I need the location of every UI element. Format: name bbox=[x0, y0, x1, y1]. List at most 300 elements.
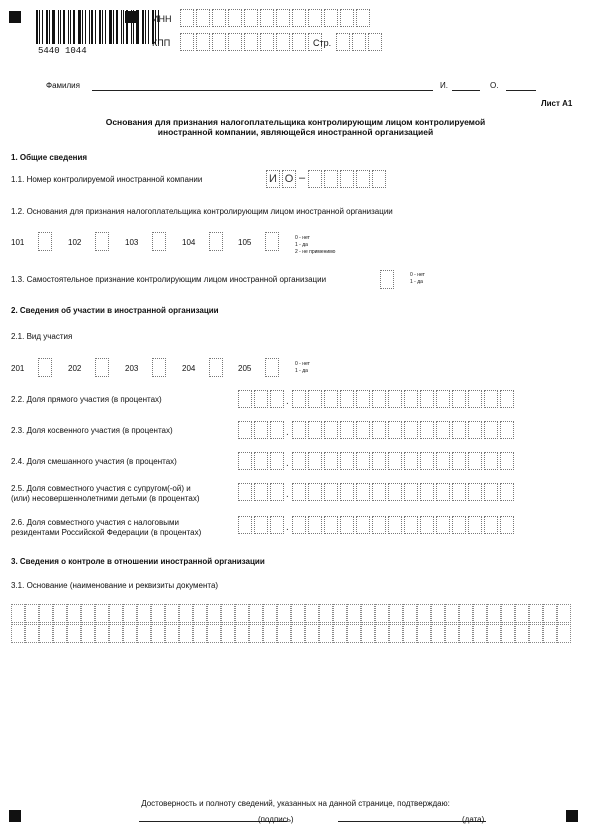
direct-share-frac-field-cell[interactable] bbox=[420, 390, 434, 408]
confirm-text: Достоверность и полноту сведений, указанных на данной странице, подтверждаю: bbox=[141, 799, 450, 808]
direct-share-int-field-cell[interactable] bbox=[238, 390, 252, 408]
page-number-field[interactable] bbox=[336, 33, 384, 51]
basis-document-cell[interactable] bbox=[515, 624, 529, 643]
kpp-label: КПП bbox=[152, 38, 171, 48]
barcode-bar bbox=[126, 10, 128, 44]
basis-document-cell[interactable] bbox=[193, 604, 207, 623]
basis-document-cell[interactable] bbox=[207, 604, 221, 623]
spouse-share-int-field-cell[interactable] bbox=[270, 483, 284, 501]
basis-document-cell[interactable] bbox=[403, 624, 417, 643]
barcode-bar bbox=[116, 10, 118, 44]
barcode-bar bbox=[70, 10, 71, 44]
basis-document-cell[interactable] bbox=[361, 604, 375, 623]
spouse-share-frac-field-cell[interactable] bbox=[420, 483, 434, 501]
code-102-field-cell[interactable] bbox=[95, 232, 109, 251]
basis-document-cell[interactable] bbox=[501, 604, 515, 623]
page-number-field-cell[interactable] bbox=[352, 33, 366, 51]
indirect-share-frac-field-cell[interactable] bbox=[340, 421, 354, 439]
basis-document-cell[interactable] bbox=[81, 604, 95, 623]
residents-share-frac-field-cell[interactable] bbox=[484, 516, 498, 534]
basis-document-cell[interactable] bbox=[375, 604, 389, 623]
inn-field-cell[interactable] bbox=[212, 9, 226, 27]
code-203-field-cell[interactable] bbox=[152, 358, 166, 377]
inn-field-cell[interactable] bbox=[308, 9, 322, 27]
direct-share-frac-field-cell[interactable] bbox=[436, 390, 450, 408]
mixed-share-frac-field-cell[interactable] bbox=[404, 452, 418, 470]
residents-share-frac-field-cell[interactable] bbox=[340, 516, 354, 534]
basis-document-cell[interactable] bbox=[151, 604, 165, 623]
basis-document-cell[interactable] bbox=[291, 624, 305, 643]
basis-document-cell[interactable] bbox=[319, 604, 333, 623]
surname-label: Фамилия bbox=[46, 81, 80, 90]
indirect-share-frac-field-cell[interactable] bbox=[420, 421, 434, 439]
mixed-share-frac-field-cell[interactable] bbox=[356, 452, 370, 470]
self-recognition-field-cell[interactable] bbox=[380, 270, 394, 289]
basis-document-cell[interactable] bbox=[403, 604, 417, 623]
barcode-graphic bbox=[36, 10, 162, 44]
code-101-field[interactable] bbox=[38, 232, 54, 251]
code-104-field-cell[interactable] bbox=[209, 232, 223, 251]
spouse-share-frac-field-cell[interactable] bbox=[340, 483, 354, 501]
basis-document-cell[interactable] bbox=[529, 624, 543, 643]
corner-marker-bottom-left bbox=[9, 810, 21, 822]
mixed-share-frac-field-cell[interactable] bbox=[436, 452, 450, 470]
kpp-field-cell[interactable] bbox=[276, 33, 290, 51]
self-recognition-field[interactable] bbox=[380, 270, 396, 289]
basis-document-cell[interactable] bbox=[501, 624, 515, 643]
basis-document-cell[interactable] bbox=[375, 624, 389, 643]
barcode-bar bbox=[78, 10, 81, 44]
inn-field-cell[interactable] bbox=[356, 9, 370, 27]
item-1-3-label: 1.3. Самостоятельное признание контролирующим лицом иностранной организации bbox=[11, 275, 327, 284]
mixed-share-frac-field-cell[interactable] bbox=[324, 452, 338, 470]
residents-share-decimal-point: . bbox=[286, 522, 289, 533]
spouse-share-frac-field-cell[interactable] bbox=[436, 483, 450, 501]
barcode-bar bbox=[91, 10, 93, 44]
residents-share-frac-field-cell[interactable] bbox=[500, 516, 514, 534]
barcode-bar bbox=[113, 10, 114, 44]
basis-document-grid[interactable] bbox=[11, 604, 571, 643]
code-203-field[interactable] bbox=[152, 358, 168, 377]
basis-document-cell[interactable] bbox=[389, 624, 403, 643]
spouse-share-frac-field[interactable] bbox=[292, 483, 516, 501]
legend-2-1-yes: 1 - да bbox=[295, 368, 308, 374]
basis-document-cell[interactable] bbox=[235, 624, 249, 643]
basis-document-cell[interactable] bbox=[291, 604, 305, 623]
company-number-prefix bbox=[266, 170, 298, 188]
barcode-number: 5440 1044 bbox=[38, 46, 87, 56]
mixed-share-frac-field-cell[interactable] bbox=[388, 452, 402, 470]
spouse-share-frac-field-cell[interactable] bbox=[484, 483, 498, 501]
direct-share-frac-field-cell[interactable] bbox=[452, 390, 466, 408]
barcode-bar bbox=[123, 10, 124, 44]
basis-document-cell[interactable] bbox=[221, 604, 235, 623]
basis-document-cell[interactable] bbox=[179, 624, 193, 643]
residents-share-frac-field-cell[interactable] bbox=[292, 516, 306, 534]
inn-label: ИНН bbox=[152, 14, 172, 24]
residents-share-frac-field-cell[interactable] bbox=[356, 516, 370, 534]
basis-document-cell[interactable] bbox=[487, 604, 501, 623]
code-201-field-cell[interactable] bbox=[38, 358, 52, 377]
direct-share-frac-field-cell[interactable] bbox=[484, 390, 498, 408]
spouse-share-int-field-cell[interactable] bbox=[254, 483, 268, 501]
spouse-share-frac-field-cell[interactable] bbox=[292, 483, 306, 501]
basis-document-cell[interactable] bbox=[81, 624, 95, 643]
basis-document-cell[interactable] bbox=[25, 624, 39, 643]
item-2-5-label-line2: (или) несовершеннолетними детьми (в процентах) bbox=[11, 494, 200, 503]
basis-document-cell[interactable] bbox=[11, 604, 25, 623]
basis-document-cell[interactable] bbox=[67, 604, 81, 623]
direct-share-int-field-cell[interactable] bbox=[270, 390, 284, 408]
mixed-share-frac-field-cell[interactable] bbox=[468, 452, 482, 470]
code-201-field[interactable] bbox=[38, 358, 54, 377]
code-103-field-cell[interactable] bbox=[152, 232, 166, 251]
indirect-share-frac-field-cell[interactable] bbox=[452, 421, 466, 439]
basis-document-cell[interactable] bbox=[207, 624, 221, 643]
page-number-field-cell[interactable] bbox=[336, 33, 350, 51]
indirect-share-frac-field-cell[interactable] bbox=[324, 421, 338, 439]
basis-document-cell[interactable] bbox=[95, 624, 109, 643]
section2-heading: 2. Сведения об участии в иностранной организации bbox=[11, 306, 219, 315]
residents-share-frac-field-cell[interactable] bbox=[436, 516, 450, 534]
code-105-label: 105 bbox=[238, 238, 252, 247]
indirect-share-int-field-cell[interactable] bbox=[254, 421, 268, 439]
spouse-share-frac-field-cell[interactable] bbox=[372, 483, 386, 501]
indirect-share-decimal-point: . bbox=[286, 427, 289, 438]
corner-marker-bottom-right bbox=[566, 810, 578, 822]
company-number-field-cell[interactable] bbox=[308, 170, 322, 188]
basis-document-cell[interactable] bbox=[53, 604, 67, 623]
inn-field-cell[interactable] bbox=[260, 9, 274, 27]
basis-document-cell[interactable] bbox=[235, 604, 249, 623]
direct-share-frac-field-cell[interactable] bbox=[292, 390, 306, 408]
basis-document-cell[interactable] bbox=[417, 624, 431, 643]
code-101-field-cell[interactable] bbox=[38, 232, 52, 251]
code-205-field[interactable] bbox=[265, 358, 281, 377]
item-2-1-label: 2.1. Вид участия bbox=[11, 332, 73, 341]
basis-document-cell[interactable] bbox=[109, 624, 123, 643]
basis-document-cell[interactable] bbox=[319, 624, 333, 643]
basis-document-cell[interactable] bbox=[333, 624, 347, 643]
direct-share-frac-field-cell[interactable] bbox=[308, 390, 322, 408]
direct-share-int-field-cell[interactable] bbox=[254, 390, 268, 408]
inn-field-cell[interactable] bbox=[276, 9, 290, 27]
indirect-share-frac-field-cell[interactable] bbox=[436, 421, 450, 439]
kpp-field-cell[interactable] bbox=[180, 33, 194, 51]
spouse-share-int-field-cell[interactable] bbox=[238, 483, 252, 501]
mixed-share-int-field[interactable] bbox=[238, 452, 286, 470]
inn-field-cell[interactable] bbox=[180, 9, 194, 27]
basis-document-cell[interactable] bbox=[277, 624, 291, 643]
direct-share-frac-field-cell[interactable] bbox=[356, 390, 370, 408]
residents-share-int-field-cell[interactable] bbox=[270, 516, 284, 534]
mixed-share-int-field-cell[interactable] bbox=[254, 452, 268, 470]
direct-share-frac-field-cell[interactable] bbox=[404, 390, 418, 408]
basis-document-cell[interactable] bbox=[221, 624, 235, 643]
basis-document-cell[interactable] bbox=[305, 624, 319, 643]
kpp-field-cell[interactable] bbox=[196, 33, 210, 51]
code-203-label: 203 bbox=[125, 364, 139, 373]
code-204-label: 204 bbox=[182, 364, 196, 373]
code-204-field[interactable] bbox=[209, 358, 225, 377]
inn-field-cell[interactable] bbox=[324, 9, 338, 27]
basis-document-cell[interactable] bbox=[445, 604, 459, 623]
basis-document-cell[interactable] bbox=[95, 604, 109, 623]
basis-document-cell[interactable] bbox=[109, 604, 123, 623]
spouse-share-frac-field-cell[interactable] bbox=[308, 483, 322, 501]
inn-field-cell[interactable] bbox=[196, 9, 210, 27]
residents-share-frac-field-cell[interactable] bbox=[420, 516, 434, 534]
basis-document-cell[interactable] bbox=[347, 624, 361, 643]
barcode-bar bbox=[145, 10, 146, 44]
code-105-field[interactable] bbox=[265, 232, 281, 251]
mixed-share-frac-field-cell[interactable] bbox=[500, 452, 514, 470]
basis-document-cell[interactable] bbox=[361, 624, 375, 643]
basis-document-cell[interactable] bbox=[11, 624, 25, 643]
item-1-1-label: 1.1. Номер контролируемой иностранной компании bbox=[11, 175, 203, 184]
inn-field-cell[interactable] bbox=[228, 9, 242, 27]
indirect-share-int-field-cell[interactable] bbox=[270, 421, 284, 439]
mixed-share-frac-field-cell[interactable] bbox=[452, 452, 466, 470]
direct-share-frac-field-cell[interactable] bbox=[500, 390, 514, 408]
indirect-share-frac-field-cell[interactable] bbox=[500, 421, 514, 439]
basis-document-cell[interactable] bbox=[515, 604, 529, 623]
basis-document-cell[interactable] bbox=[263, 624, 277, 643]
direct-share-decimal-point: . bbox=[286, 396, 289, 407]
basis-document-cell[interactable] bbox=[249, 604, 263, 623]
residents-share-frac-field-cell[interactable] bbox=[324, 516, 338, 534]
indirect-share-frac-field-cell[interactable] bbox=[468, 421, 482, 439]
initial-o-label: О. bbox=[490, 81, 499, 90]
code-103-label: 103 bbox=[125, 238, 139, 247]
indirect-share-frac-field-cell[interactable] bbox=[308, 421, 322, 439]
spouse-share-frac-field-cell[interactable] bbox=[452, 483, 466, 501]
basis-document-cell[interactable] bbox=[277, 604, 291, 623]
basis-document-cell[interactable] bbox=[137, 604, 151, 623]
code-104-label: 104 bbox=[182, 238, 196, 247]
basis-document-cell[interactable] bbox=[165, 624, 179, 643]
code-103-field[interactable] bbox=[152, 232, 168, 251]
item-3-1-label: 3.1. Основание (наименование и реквизиты документа) bbox=[11, 581, 219, 590]
corner-marker-top-left bbox=[9, 11, 21, 23]
barcode-bar bbox=[148, 10, 149, 44]
kpp-field-cell[interactable] bbox=[292, 33, 306, 51]
residents-share-frac-field-cell[interactable] bbox=[372, 516, 386, 534]
basis-document-cell[interactable] bbox=[249, 624, 263, 643]
item-2-4-label: 2.4. Доля смешанного участия (в процентах) bbox=[11, 457, 177, 466]
barcode-bar bbox=[99, 10, 101, 44]
code-205-label: 205 bbox=[238, 364, 252, 373]
code-205-field-cell[interactable] bbox=[265, 358, 279, 377]
basis-document-cell[interactable] bbox=[557, 604, 571, 623]
barcode-bar bbox=[68, 10, 69, 44]
code-105-field-cell[interactable] bbox=[265, 232, 279, 251]
residents-share-int-field[interactable] bbox=[238, 516, 286, 534]
spouse-share-int-field[interactable] bbox=[238, 483, 286, 501]
kpp-field-cell[interactable] bbox=[244, 33, 258, 51]
basis-document-cell[interactable] bbox=[459, 604, 473, 623]
basis-document-cell[interactable] bbox=[123, 604, 137, 623]
basis-document-cell[interactable] bbox=[487, 624, 501, 643]
direct-share-frac-field-cell[interactable] bbox=[372, 390, 386, 408]
initial-i-line[interactable] bbox=[452, 90, 480, 91]
page-label: Стр. bbox=[313, 38, 332, 48]
basis-document-cell[interactable] bbox=[543, 604, 557, 623]
residents-share-int-field-cell[interactable] bbox=[238, 516, 252, 534]
item-2-3-label: 2.3. Доля косвенного участия (в процентах) bbox=[11, 426, 173, 435]
residents-share-frac-field-cell[interactable] bbox=[468, 516, 482, 534]
basis-document-cell[interactable] bbox=[389, 604, 403, 623]
barcode-bar bbox=[42, 10, 43, 44]
company-number-field[interactable] bbox=[308, 170, 388, 188]
prefix-letter-1: И bbox=[266, 170, 280, 188]
code-104-field[interactable] bbox=[209, 232, 225, 251]
item-2-6-label-line1: 2.6. Доля совместного участия с налоговыми bbox=[11, 518, 179, 527]
inn-field-cell[interactable] bbox=[292, 9, 306, 27]
direct-share-frac-field-cell[interactable] bbox=[340, 390, 354, 408]
residents-share-frac-field-cell[interactable] bbox=[308, 516, 322, 534]
residents-share-frac-field-cell[interactable] bbox=[452, 516, 466, 534]
residents-share-frac-field[interactable] bbox=[292, 516, 516, 534]
initial-i-label: И. bbox=[440, 81, 448, 90]
direct-share-frac-field-cell[interactable] bbox=[388, 390, 402, 408]
barcode-bar bbox=[36, 10, 38, 44]
code-202-field[interactable] bbox=[95, 358, 111, 377]
kpp-field-cell[interactable] bbox=[228, 33, 242, 51]
legend-1-3-yes: 1 - да bbox=[410, 279, 423, 285]
basis-document-cell[interactable] bbox=[25, 604, 39, 623]
basis-document-cell[interactable] bbox=[305, 604, 319, 623]
kpp-field[interactable] bbox=[180, 33, 324, 51]
spouse-share-frac-field-cell[interactable] bbox=[324, 483, 338, 501]
legend-1-2-na: 2 - не применимо bbox=[295, 249, 336, 255]
residents-share-frac-field-cell[interactable] bbox=[388, 516, 402, 534]
legend-2-1-no: 0 - нет bbox=[295, 361, 310, 367]
company-number-field-cell[interactable] bbox=[356, 170, 370, 188]
inn-field-cell[interactable] bbox=[340, 9, 354, 27]
basis-document-cell[interactable] bbox=[193, 624, 207, 643]
basis-document-cell[interactable] bbox=[39, 624, 53, 643]
spouse-share-frac-field-cell[interactable] bbox=[468, 483, 482, 501]
date-label: (дата) bbox=[462, 815, 485, 824]
basis-document-cell[interactable] bbox=[529, 604, 543, 623]
indirect-share-frac-field-cell[interactable] bbox=[404, 421, 418, 439]
mixed-share-int-field-cell[interactable] bbox=[238, 452, 252, 470]
initial-o-line[interactable] bbox=[506, 90, 536, 91]
spouse-share-frac-field-cell[interactable] bbox=[356, 483, 370, 501]
mixed-share-frac-field[interactable] bbox=[292, 452, 516, 470]
basis-document-cell[interactable] bbox=[543, 624, 557, 643]
kpp-field-cell[interactable] bbox=[260, 33, 274, 51]
company-number-field-cell[interactable] bbox=[372, 170, 386, 188]
spouse-share-frac-field-cell[interactable] bbox=[500, 483, 514, 501]
inn-field-cell[interactable] bbox=[244, 9, 258, 27]
basis-document-cell[interactable] bbox=[39, 604, 53, 623]
indirect-share-frac-field-cell[interactable] bbox=[356, 421, 370, 439]
indirect-share-frac-field[interactable] bbox=[292, 421, 516, 439]
barcode-bar bbox=[131, 10, 132, 44]
legend-1-2-yes: 1 - да bbox=[295, 242, 308, 248]
indirect-share-frac-field-cell[interactable] bbox=[388, 421, 402, 439]
item-2-5-label-line1: 2.5. Доля совместного участия с супругом(-ой) и bbox=[11, 484, 191, 493]
code-202-field-cell[interactable] bbox=[95, 358, 109, 377]
barcode-bar bbox=[121, 10, 122, 44]
mixed-share-frac-field-cell[interactable] bbox=[372, 452, 386, 470]
basis-document-cell[interactable] bbox=[473, 624, 487, 643]
basis-document-cell[interactable] bbox=[123, 624, 137, 643]
code-102-field[interactable] bbox=[95, 232, 111, 251]
basis-document-cell[interactable] bbox=[151, 624, 165, 643]
direct-share-frac-field-cell[interactable] bbox=[324, 390, 338, 408]
company-number-field-cell[interactable] bbox=[324, 170, 338, 188]
direct-share-frac-field-cell[interactable] bbox=[468, 390, 482, 408]
indirect-share-int-field-cell[interactable] bbox=[238, 421, 252, 439]
mixed-share-frac-field-cell[interactable] bbox=[420, 452, 434, 470]
basis-document-cell[interactable] bbox=[333, 604, 347, 623]
direct-share-int-field[interactable] bbox=[238, 390, 286, 408]
page-number-field-cell[interactable] bbox=[368, 33, 382, 51]
residents-share-frac-field-cell[interactable] bbox=[404, 516, 418, 534]
section1-heading: 1. Общие сведения bbox=[11, 153, 88, 162]
basis-document-cell[interactable] bbox=[431, 604, 445, 623]
spouse-share-frac-field-cell[interactable] bbox=[388, 483, 402, 501]
barcode-bar bbox=[46, 10, 48, 44]
code-204-field-cell[interactable] bbox=[209, 358, 223, 377]
basis-document-cell[interactable] bbox=[179, 604, 193, 623]
item-1-2-label: 1.2. Основания для признания налогоплательщика контролирующим лицом иностранной организации bbox=[11, 207, 393, 216]
kpp-field-cell[interactable] bbox=[212, 33, 226, 51]
indirect-share-frac-field-cell[interactable] bbox=[372, 421, 386, 439]
basis-document-cell[interactable] bbox=[557, 624, 571, 643]
barcode-bar bbox=[102, 10, 103, 44]
code-202-label: 202 bbox=[68, 364, 82, 373]
basis-document-cell[interactable] bbox=[347, 604, 361, 623]
basis-document-cell[interactable] bbox=[137, 624, 151, 643]
mixed-share-frac-field-cell[interactable] bbox=[308, 452, 322, 470]
company-number-field-cell[interactable] bbox=[340, 170, 354, 188]
basis-document-cell[interactable] bbox=[53, 624, 67, 643]
mixed-share-int-field-cell[interactable] bbox=[270, 452, 284, 470]
barcode-bar bbox=[136, 10, 139, 44]
mixed-share-frac-field-cell[interactable] bbox=[484, 452, 498, 470]
indirect-share-int-field[interactable] bbox=[238, 421, 286, 439]
indirect-share-frac-field-cell[interactable] bbox=[292, 421, 306, 439]
surname-line[interactable] bbox=[92, 90, 433, 91]
barcode-bar bbox=[63, 10, 65, 44]
legend-1-2-no: 0 - нет bbox=[295, 235, 310, 241]
barcode-bar bbox=[49, 10, 50, 44]
basis-document-cell[interactable] bbox=[445, 624, 459, 643]
mixed-share-decimal-point: . bbox=[286, 458, 289, 469]
mixed-share-frac-field-cell[interactable] bbox=[292, 452, 306, 470]
indirect-share-frac-field-cell[interactable] bbox=[484, 421, 498, 439]
mixed-share-frac-field-cell[interactable] bbox=[340, 452, 354, 470]
basis-document-cell[interactable] bbox=[459, 624, 473, 643]
spouse-share-frac-field-cell[interactable] bbox=[404, 483, 418, 501]
basis-document-cell[interactable] bbox=[473, 604, 487, 623]
basis-document-cell[interactable] bbox=[67, 624, 81, 643]
item-2-2-label: 2.2. Доля прямого участия (в процентах) bbox=[11, 395, 162, 404]
barcode-bar bbox=[133, 10, 134, 44]
inn-field[interactable] bbox=[180, 9, 372, 27]
basis-document-cell[interactable] bbox=[417, 604, 431, 623]
basis-document-cell[interactable] bbox=[431, 624, 445, 643]
direct-share-frac-field[interactable] bbox=[292, 390, 516, 408]
basis-document-cell[interactable] bbox=[165, 604, 179, 623]
barcode-bar bbox=[82, 10, 83, 44]
residents-share-int-field-cell[interactable] bbox=[254, 516, 268, 534]
basis-document-cell[interactable] bbox=[263, 604, 277, 623]
